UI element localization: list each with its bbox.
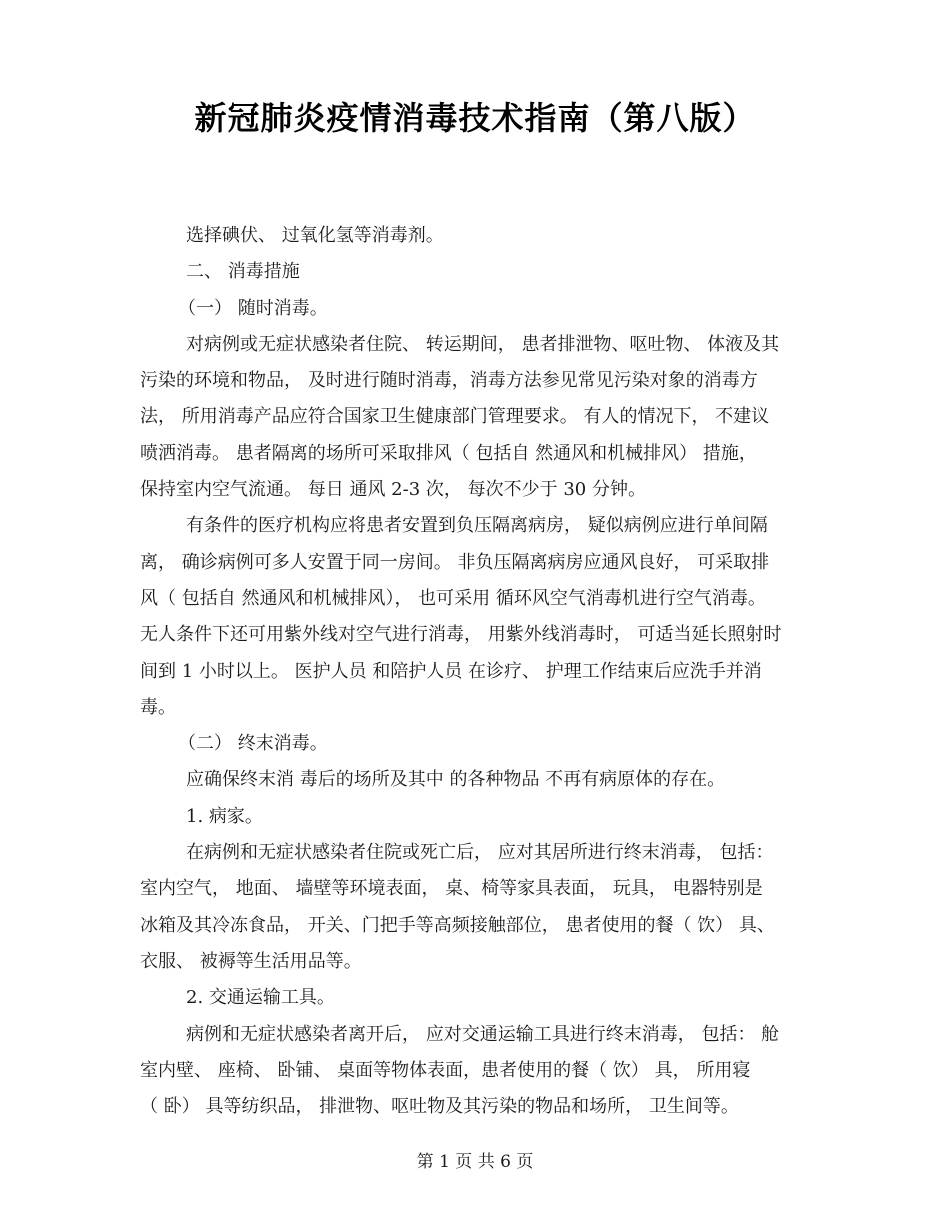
section-heading-measures: 二、 消毒措施 xyxy=(186,261,300,283)
page-number-footer: 第 1 页 共 6 页 xyxy=(416,1152,534,1172)
subsection-heading-routine: （一） 随时消毒。 xyxy=(178,297,328,319)
paragraph-terminal-goal: 应确保终末消 毒后的场所及其中 的各种物品 不再有病原体的存在。 xyxy=(186,769,726,791)
subsection-heading-terminal: （二） 终末消毒。 xyxy=(178,733,328,755)
page-title: 新冠肺炎疫情消毒技术指南（第八版） xyxy=(194,99,756,137)
paragraph-home-disinfection: 在病例和无症状感染者住院或死亡后， 应对其居所进行终末消毒， 包括： 室内空气， 地面、 墙壁等环境表面， 桌、椅等家具表面， 玩具， 电器特别是 冰箱及其冷冻食品， 开关、门把手等高频接触部位， 患者使用的餐（ 饮） 具、 衣服、 被褥等生活用品等。 xyxy=(140,842,775,972)
item-heading-home: 1. 病家。 xyxy=(186,805,263,827)
paragraph-medical-institutions: 有条件的医疗机构应将患者安置到负压隔离病房， 疑似病例应进行单间隔 离， 确诊病例可多人安置于同一房间。 非负压隔离病房应通风良好， 可采取排 风（ 包括自 然通风和机械排风）， 也可采用 循环风空气消毒机进行空气消毒。 无人条件下还可用紫外线对空气进行消毒， 用紫外线消毒时， 可适当延长照射时 间到 1 小时以上。 医护人员 和陪护人员 在诊疗、 护理工作结束后应洗手并消 毒。 xyxy=(140,515,782,718)
item-heading-transport: 2. 交通运输工具。 xyxy=(186,987,335,1009)
document-body xyxy=(140,218,812,1125)
paragraph-transport-disinfection: 病例和无症状感染者离开后， 应对交通运输工具进行终末消毒， 包括： 舱 室内壁、 座椅、 卧铺、 桌面等物体表面，患者使用的餐（ 饮） 具， 所用寝 （ 卧） 具等纺织品， 排泄物、呕吐物及其污染的物品和场所， 卫生间等。 xyxy=(140,1023,780,1118)
paragraph-disinfectant-choice: 选择碘伏、 过氧化氢等消毒剂。 xyxy=(186,225,444,246)
paragraph-routine-disinfection: 对病例或无症状感染者住院、 转运期间， 患者排泄物、呕吐物、 体液及其 污染的环境和物品， 及时进行随时消毒，消毒方法参见常见污染对象的消毒方 法， 所用消毒产品应符合国家卫生健康部门管理要求。 有人的情况下， 不建议 喷洒消毒。 患者隔离的场所可采取排风（ 包括自 然通风和机械排风） 措施， 保持室内空气流通。 每日 通风 2-3 次， 每次不少于 30 分钟。 xyxy=(140,333,780,501)
